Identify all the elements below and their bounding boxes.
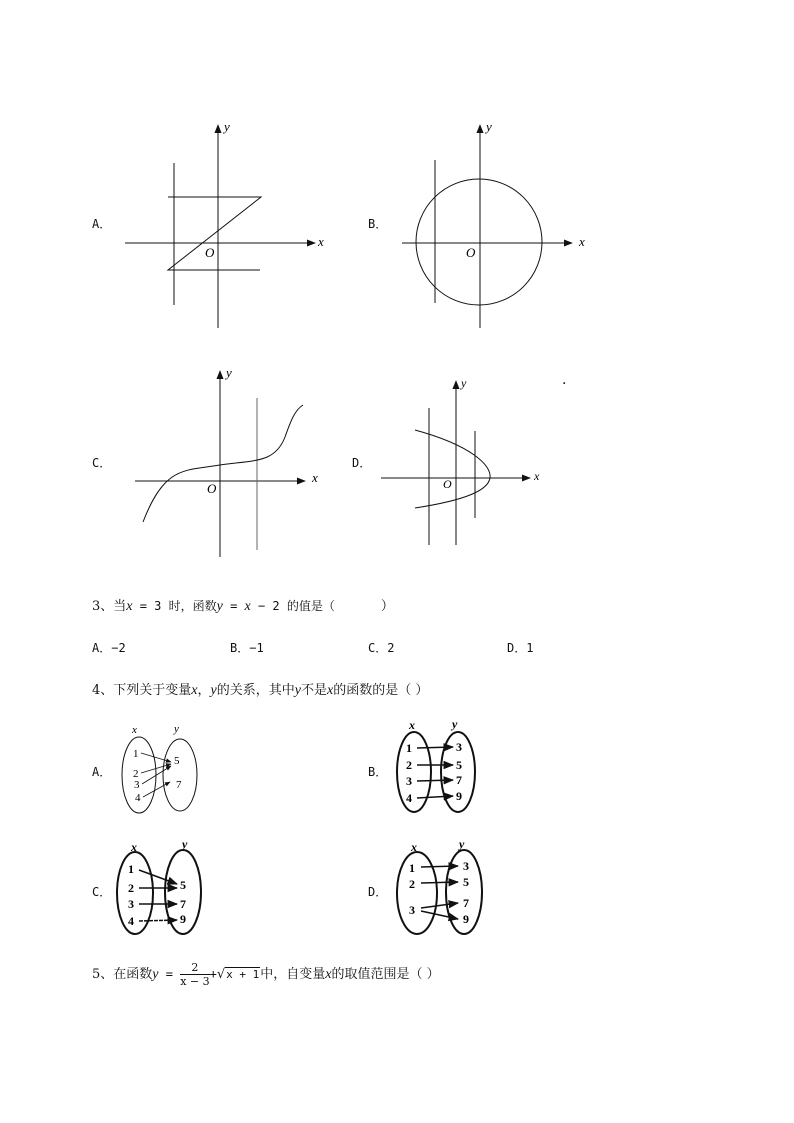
q3-option-c: C．2 xyxy=(368,641,395,655)
q4-option-label-c: C． xyxy=(92,885,112,899)
q3-var-x2: x xyxy=(244,599,251,614)
origin-label: O xyxy=(207,481,217,496)
origin-label: O xyxy=(205,245,215,260)
svg-text:1: 1 xyxy=(409,861,415,875)
svg-text:3: 3 xyxy=(406,774,412,788)
svg-text:y: y xyxy=(182,837,188,851)
y-axis-label: y xyxy=(224,119,230,134)
x-axis-label: x xyxy=(318,234,324,249)
mapping-diagram-d xyxy=(394,835,494,940)
stray-dot: . xyxy=(562,372,567,388)
svg-text:9: 9 xyxy=(180,912,186,926)
graph-d xyxy=(375,375,555,550)
q4-option-label-a: A． xyxy=(92,765,112,779)
svg-text:3: 3 xyxy=(128,897,134,911)
svg-text:3: 3 xyxy=(134,779,140,791)
svg-text:y: y xyxy=(459,837,465,851)
origin-label: O xyxy=(466,245,476,260)
q3-prefix: 3、当 xyxy=(92,599,127,614)
y-axis-label: y xyxy=(226,365,232,380)
fraction: $\frac{2}{x - 3}$ xyxy=(180,961,210,988)
question-4-stem: 4、下列关于变量x，y的关系，其中y不是x的函数的是（ ） xyxy=(92,683,429,698)
q3-option-d: D．1 xyxy=(507,641,534,655)
svg-text:2: 2 xyxy=(409,877,415,891)
q4-option-label-d: D． xyxy=(368,885,388,899)
x-axis-label: x xyxy=(312,470,318,485)
q3-suffix: ） xyxy=(380,599,394,614)
svg-text:1: 1 xyxy=(406,741,412,755)
svg-text:7: 7 xyxy=(180,897,186,911)
svg-text:y: y xyxy=(452,717,458,731)
svg-text:7: 7 xyxy=(463,896,469,910)
svg-text:7: 7 xyxy=(176,779,182,791)
q3-var-y: y xyxy=(216,599,223,614)
mapping-diagram-b xyxy=(392,715,492,820)
svg-text:2: 2 xyxy=(133,768,139,780)
option-label-d: D． xyxy=(352,456,372,470)
mapping-diagram-a xyxy=(112,720,212,820)
svg-text:4: 4 xyxy=(135,792,141,804)
origin-label: O xyxy=(443,477,452,491)
svg-text:5: 5 xyxy=(456,758,462,772)
svg-text:x: x xyxy=(131,840,137,854)
parabola-curve xyxy=(415,430,490,508)
q3-mid2: = xyxy=(222,599,245,613)
svg-text:5: 5 xyxy=(463,875,469,889)
x-axis-label: x xyxy=(579,234,585,249)
y-axis-label: y xyxy=(461,376,467,390)
y-axis-label: y xyxy=(486,119,492,134)
svg-text:9: 9 xyxy=(456,789,462,803)
q3-mid1: = 3 时，函数 xyxy=(132,599,217,613)
svg-text:x: x xyxy=(132,724,137,736)
z-shape-curve xyxy=(168,197,261,270)
svg-text:7: 7 xyxy=(456,773,462,787)
svg-text:5: 5 xyxy=(180,878,186,892)
svg-text:1: 1 xyxy=(128,862,134,876)
q3-mid3: − 2 的值是（ xyxy=(250,599,335,613)
graph-a xyxy=(110,115,340,335)
cubic-curve xyxy=(143,405,303,522)
svg-text:3: 3 xyxy=(409,903,415,917)
q3-option-b: B．−1 xyxy=(230,641,264,655)
q4-option-label-b: B． xyxy=(368,765,388,779)
svg-text:4: 4 xyxy=(128,914,134,928)
svg-text:1: 1 xyxy=(133,748,139,760)
option-label-c: C． xyxy=(92,456,112,470)
option-label-a: A． xyxy=(92,217,112,231)
svg-text:3: 3 xyxy=(463,859,469,873)
svg-text:3: 3 xyxy=(456,740,462,754)
question-3-stem xyxy=(92,595,394,615)
q3-option-a: A．−2 xyxy=(92,641,126,655)
x-axis-label: x xyxy=(534,469,540,483)
svg-text:9: 9 xyxy=(463,912,469,926)
svg-text:y: y xyxy=(174,723,179,735)
svg-text:x: x xyxy=(409,718,415,732)
graph-b xyxy=(390,115,600,335)
svg-text:x: x xyxy=(411,840,417,854)
svg-text:2: 2 xyxy=(406,758,412,772)
question-5-stem: 5、在函数y = $\frac{2}{x - 3}$ +√x + 1中，自变量x的取值范围是（ ） xyxy=(92,961,440,988)
mapping-diagram-c xyxy=(114,835,214,940)
q3-var-x: x xyxy=(126,599,133,614)
graph-c xyxy=(125,365,335,560)
svg-text:2: 2 xyxy=(128,881,134,895)
svg-text:4: 4 xyxy=(406,791,412,805)
option-label-b: B． xyxy=(368,217,388,231)
svg-text:5: 5 xyxy=(174,755,180,767)
